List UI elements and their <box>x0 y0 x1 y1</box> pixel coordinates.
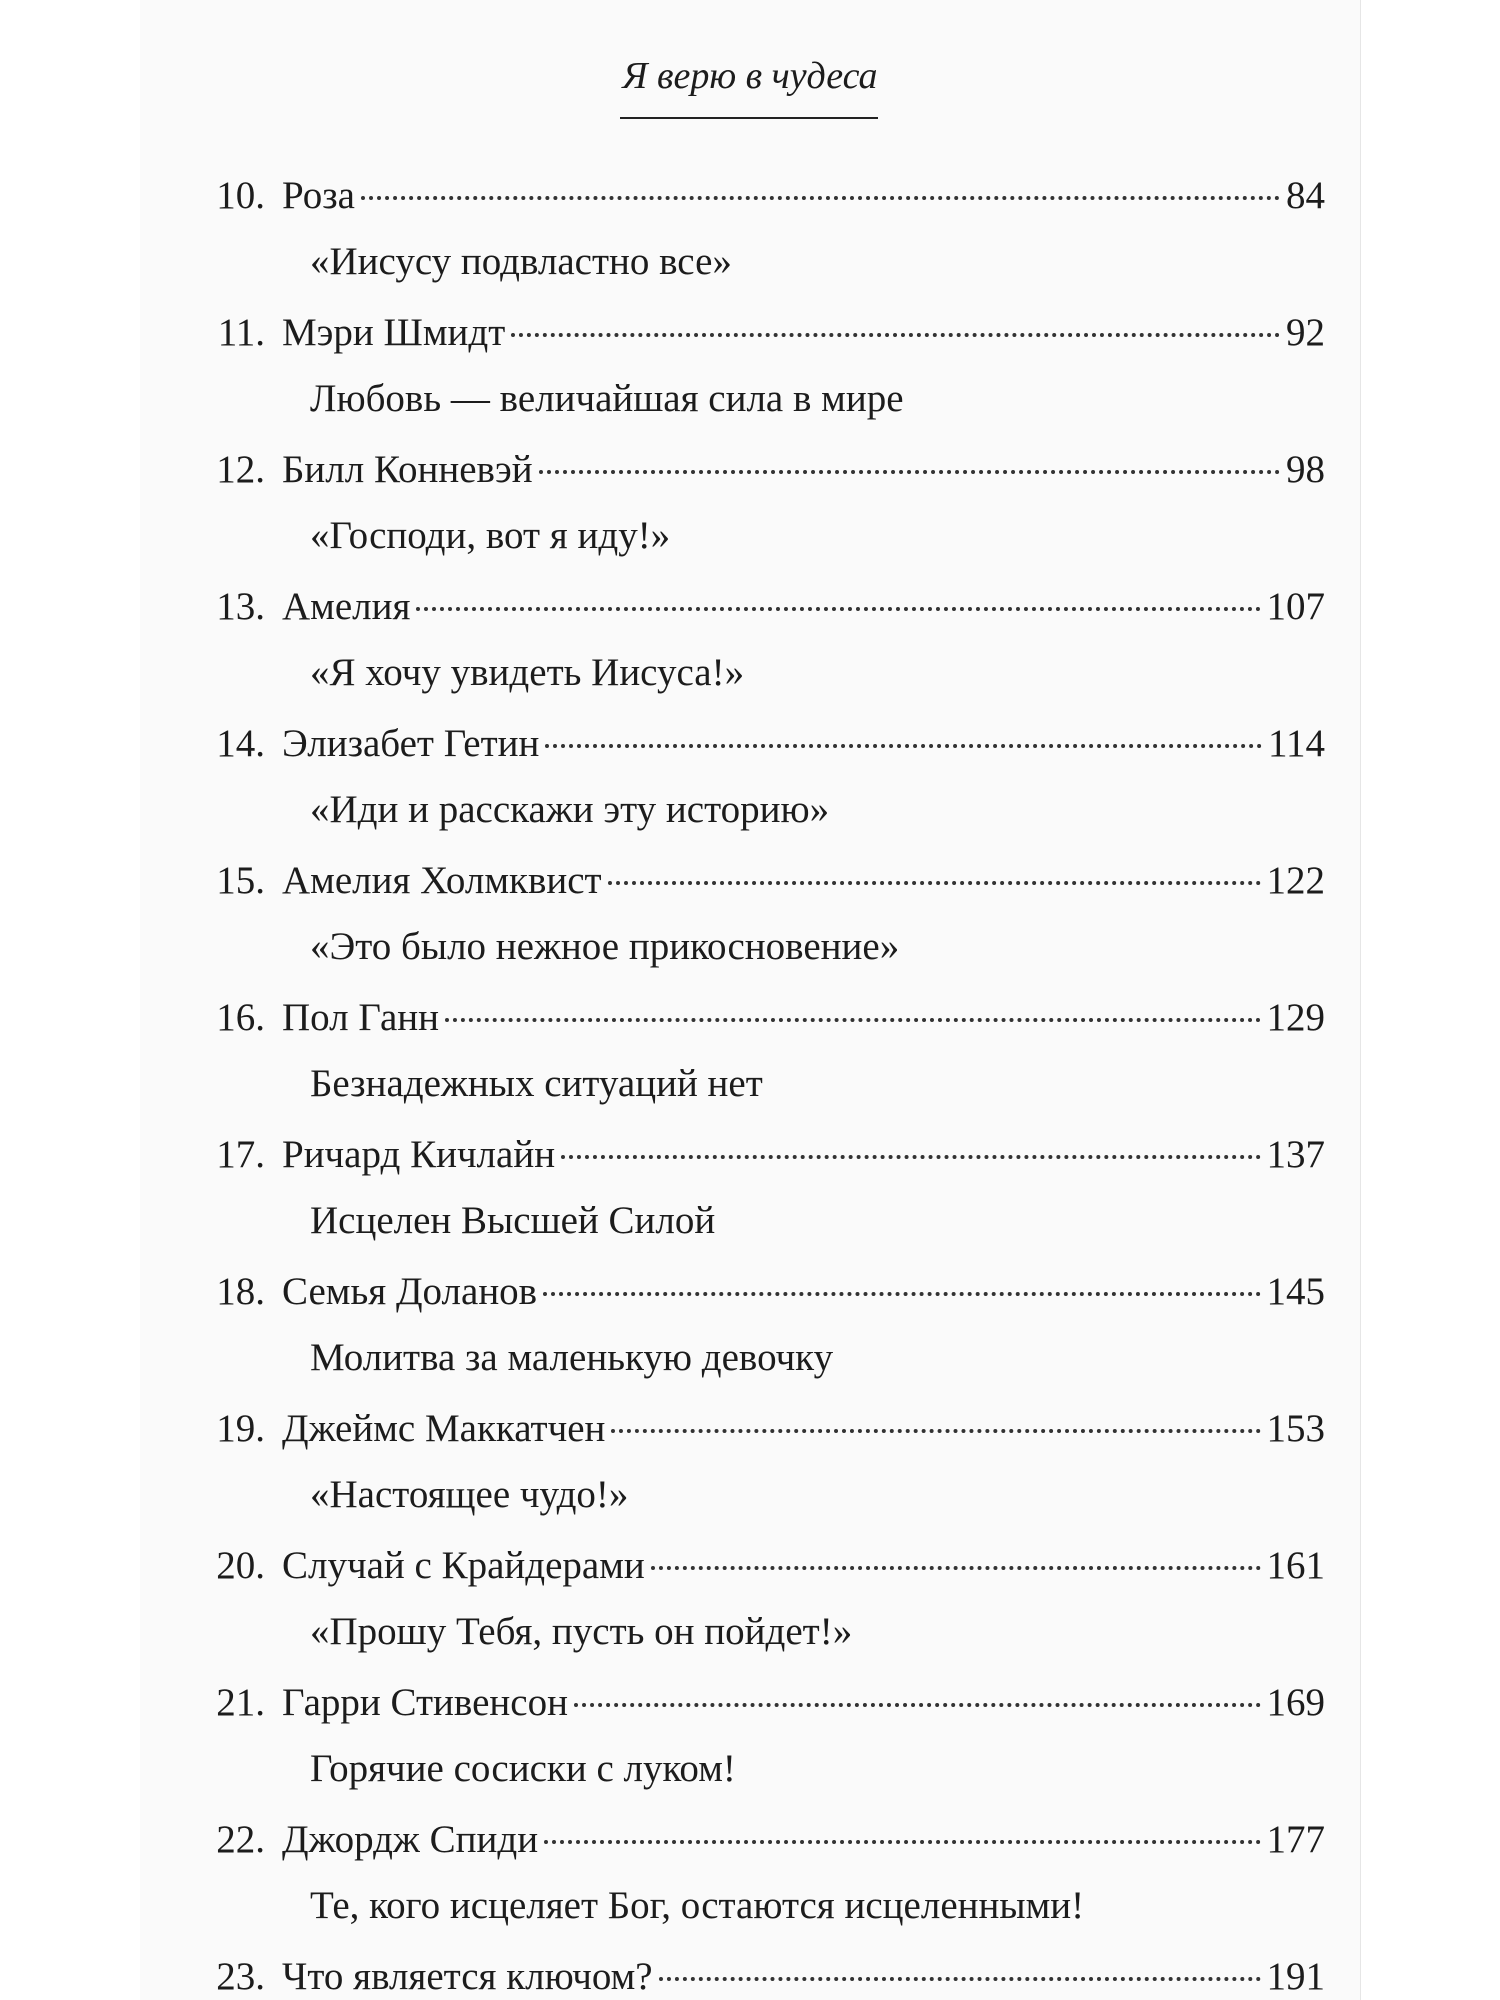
toc-entry-page: 114 <box>1267 722 1325 765</box>
toc-dot-leader <box>611 1429 1260 1433</box>
toc-entry-title: Амелия Холмквист <box>282 859 602 902</box>
toc-entry <box>190 1675 1325 1812</box>
toc-entry-number: 18. <box>216 1270 265 1313</box>
toc-entry-title: Ричард Кичлайн <box>282 1133 556 1176</box>
toc-entry-number: 20. <box>216 1544 265 1587</box>
toc-entry-subtitle: Любовь — величайшая сила в мире <box>310 377 904 420</box>
toc-entry-title: Пол Ганн <box>282 996 439 1039</box>
toc-entry-number: 11. <box>217 311 265 354</box>
toc-entry-title: Роза <box>282 174 355 217</box>
toc-entry-number: 22. <box>216 1818 265 1861</box>
toc-entry-line <box>190 1675 1325 1731</box>
toc-entry-line <box>190 168 1325 224</box>
toc-entry-subtitle: «Иисусу подвластно все» <box>310 240 732 283</box>
toc-entry-title: Семья Доланов <box>282 1270 538 1313</box>
toc-entry-number: 16. <box>216 996 265 1039</box>
toc-entry-subtitle: «Настоящее чудо!» <box>310 1473 629 1516</box>
toc-entry-line <box>190 1127 1325 1183</box>
toc-entry-subtitle: «Господи, вот я иду!» <box>310 514 671 557</box>
toc-entry-page: 137 <box>1266 1133 1325 1176</box>
toc-entry <box>190 1812 1325 1949</box>
toc-entry-title: Элизабет Гетин <box>282 722 540 765</box>
toc-entry-page: 191 <box>1266 1955 1325 1998</box>
toc-dot-leader <box>539 470 1280 474</box>
toc-dot-leader <box>545 744 1262 748</box>
running-head-rule <box>620 117 878 119</box>
toc-entry-title: Амелия <box>282 585 411 628</box>
toc-entry <box>190 305 1325 442</box>
page-edge <box>1360 0 1500 2000</box>
toc-dot-leader <box>651 1566 1261 1570</box>
toc-entry-line <box>190 1401 1325 1457</box>
toc-entry-page: 129 <box>1266 996 1325 1039</box>
toc-entry-page: 92 <box>1286 311 1325 354</box>
toc-entry-page: 98 <box>1286 448 1325 491</box>
toc-dot-leader <box>361 196 1280 200</box>
toc-entry-number: 21. <box>216 1681 265 1724</box>
toc-entry-number: 15. <box>216 859 265 902</box>
toc-entry-line <box>190 1949 1325 2000</box>
toc-entry-subtitle: «Я хочу увидеть Иисуса!» <box>310 651 745 694</box>
toc-entry <box>190 168 1325 305</box>
toc-entry-subtitle: «Это было нежное прикосновение» <box>310 925 900 968</box>
toc-dot-leader <box>416 607 1260 611</box>
table-of-contents <box>190 168 1325 2000</box>
toc-entry <box>190 579 1325 716</box>
toc-entry-line <box>190 305 1325 361</box>
toc-entry-title: Мэри Шмидт <box>282 311 506 354</box>
toc-entry-number: 13. <box>216 585 265 628</box>
toc-entry-title: Что является ключом? <box>282 1955 653 1998</box>
toc-dot-leader <box>608 881 1261 885</box>
toc-entry-number: 23. <box>216 1955 265 1998</box>
toc-entry-subtitle: Безнадежных ситуаций нет <box>310 1062 763 1105</box>
toc-entry-page: 84 <box>1286 174 1325 217</box>
book-page <box>140 0 1360 2000</box>
toc-entry <box>190 716 1325 853</box>
toc-entry-page: 107 <box>1266 585 1325 628</box>
toc-entry-subtitle: Исцелен Высшей Силой <box>310 1199 716 1242</box>
toc-entry <box>190 1264 1325 1401</box>
toc-entry-number: 12. <box>216 448 265 491</box>
toc-dot-leader <box>561 1155 1260 1159</box>
toc-entry-line <box>190 442 1325 498</box>
toc-entry-line <box>190 579 1325 635</box>
toc-entry-title: Билл Конневэй <box>282 448 533 491</box>
toc-entry-line <box>190 1264 1325 1320</box>
toc-entry-page: 169 <box>1266 1681 1325 1724</box>
toc-entry-subtitle: «Прошу Тебя, пусть он пойдет!» <box>310 1610 853 1653</box>
toc-entry-subtitle: Те, кого исцеляет Бог, остаются исцеленными! <box>310 1884 1085 1927</box>
toc-entry-line <box>190 716 1325 772</box>
toc-entry <box>190 853 1325 990</box>
toc-entry-number: 17. <box>216 1133 265 1176</box>
toc-dot-leader <box>574 1703 1261 1707</box>
toc-entry-subtitle: Молитва за маленькую девочку <box>310 1336 834 1379</box>
toc-dot-leader <box>659 1977 1261 1981</box>
toc-entry-number: 19. <box>216 1407 265 1450</box>
toc-entry-line <box>190 1538 1325 1594</box>
toc-entry <box>190 1127 1325 1264</box>
toc-entry-number: 10. <box>216 174 265 217</box>
toc-entry <box>190 1538 1325 1675</box>
toc-entry-page: 177 <box>1266 1818 1325 1861</box>
toc-dot-leader <box>544 1840 1260 1844</box>
toc-entry-line <box>190 853 1325 909</box>
running-head: Я верю в чудеса <box>622 55 878 97</box>
toc-entry-page: 161 <box>1266 1544 1325 1587</box>
toc-entry-number: 14. <box>216 722 265 765</box>
toc-entry-page: 122 <box>1266 859 1325 902</box>
toc-entry-page: 153 <box>1266 1407 1325 1450</box>
toc-entry <box>190 1401 1325 1538</box>
toc-entry <box>190 1949 1325 2000</box>
toc-entry-title: Случай с Крайдерами <box>282 1544 645 1587</box>
toc-entry <box>190 990 1325 1127</box>
toc-entry-line <box>190 990 1325 1046</box>
toc-entry-line <box>190 1812 1325 1868</box>
toc-dot-leader <box>543 1292 1260 1296</box>
toc-entry-title: Джеймс Маккатчен <box>282 1407 606 1450</box>
toc-entry-title: Гарри Стивенсон <box>282 1681 568 1724</box>
toc-entry-page: 145 <box>1266 1270 1325 1313</box>
toc-dot-leader <box>511 333 1280 337</box>
toc-entry-title: Джордж Спиди <box>282 1818 539 1861</box>
toc-entry-subtitle: Горячие сосиски с луком! <box>310 1747 736 1790</box>
toc-entry-subtitle: «Иди и расскажи эту историю» <box>310 788 830 831</box>
toc-dot-leader <box>445 1018 1261 1022</box>
toc-entry <box>190 442 1325 579</box>
